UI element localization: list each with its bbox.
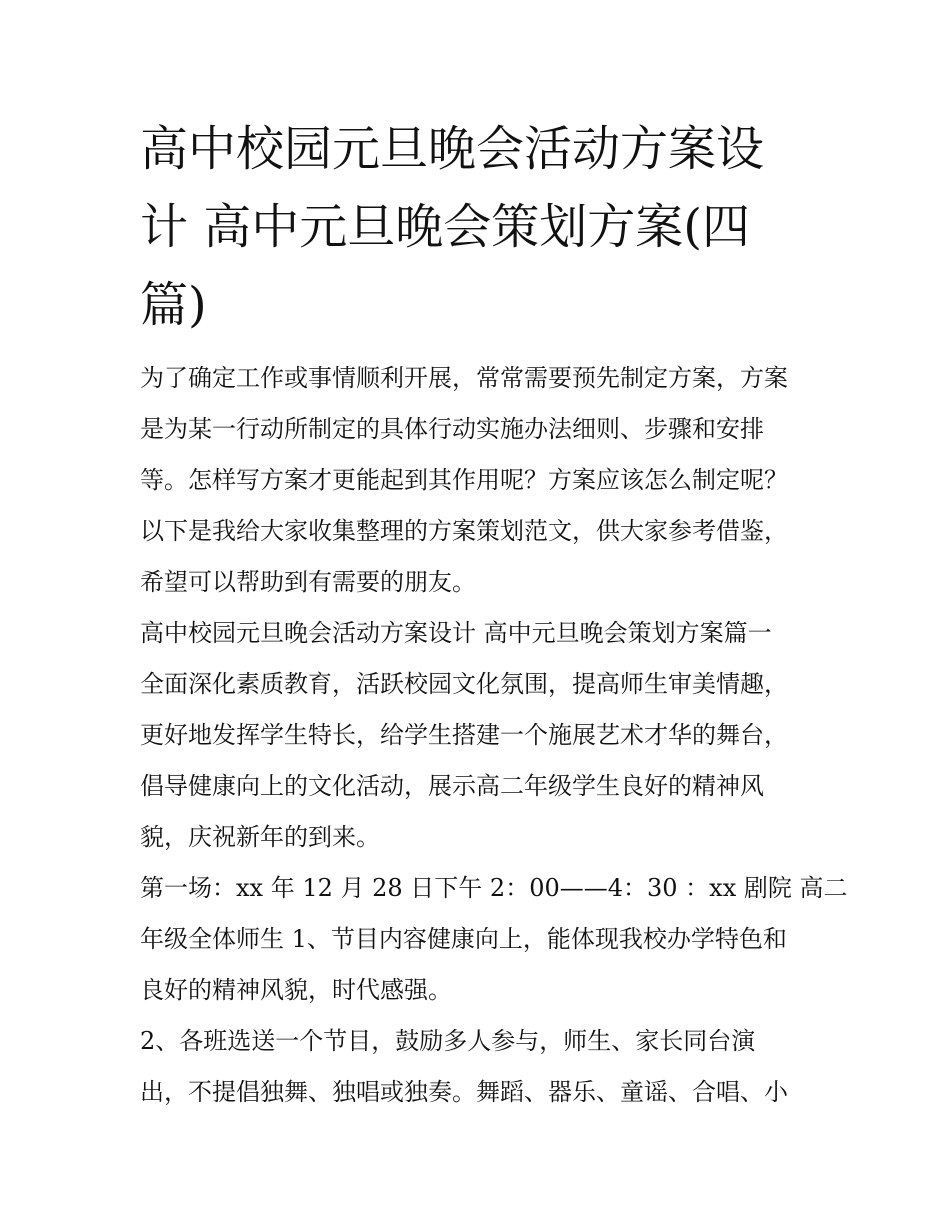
title-line: 高中校园元旦晚会活动方案设: [140, 121, 765, 177]
text-line: 第一场：xx 年 12 月 28 日下午 2：00——4：30 ：xx 剧院 高二: [140, 874, 848, 902]
text-line: 以下是我给大家收集整理的方案策划范文，供大家参考借鉴，: [140, 517, 788, 545]
text-line: 良好的精神风貌，时代感强。: [140, 976, 452, 1004]
title-line: 篇): [140, 277, 207, 333]
text-line: 2、各班选送一个节目，鼓励多人参与，师生、家长同台演: [140, 1027, 756, 1055]
text-line: 更好地发挥学生特长，给学生搭建一个施展艺术才华的舞台，: [140, 721, 788, 749]
paragraph-purpose: [140, 659, 830, 863]
document-title: [140, 110, 820, 344]
text-line: 貌，庆祝新年的到来。: [140, 823, 380, 851]
text-line: 希望可以帮助到有需要的朋友。: [140, 568, 476, 596]
paragraph-section-heading: [140, 608, 830, 659]
text-line: 全面深化素质教育，活跃校园文化氛围，提高师生审美情趣，: [140, 670, 788, 698]
text-line: 等。怎样写方案才更能起到其作用呢？方案应该怎么制定呢？: [140, 466, 788, 494]
text-line: 倡导健康向上的文化活动，展示高二年级学生良好的精神风: [140, 772, 764, 800]
text-line: 是为某一行动所制定的具体行动实施办法细则、步骤和安排: [140, 415, 764, 443]
text-line: 年级全体师生 1、节目内容健康向上，能体现我校办学特色和: [140, 925, 787, 953]
paragraph-requirements: [140, 1016, 830, 1118]
document-body: [140, 353, 848, 1118]
paragraph-intro: [140, 353, 830, 608]
text-line: 为了确定工作或事情顺利开展，常常需要预先制定方案，方案: [140, 364, 788, 392]
text-line: 出，不提倡独舞、独唱或独奏。舞蹈、器乐、童谣、合唱、小: [140, 1078, 788, 1106]
title-line: 计 高中元旦晚会策划方案(四: [140, 199, 750, 255]
text-line: 高中校园元旦晚会活动方案设计 高中元旦晚会策划方案篇一: [140, 619, 772, 647]
paragraph-schedule: [140, 863, 848, 1016]
